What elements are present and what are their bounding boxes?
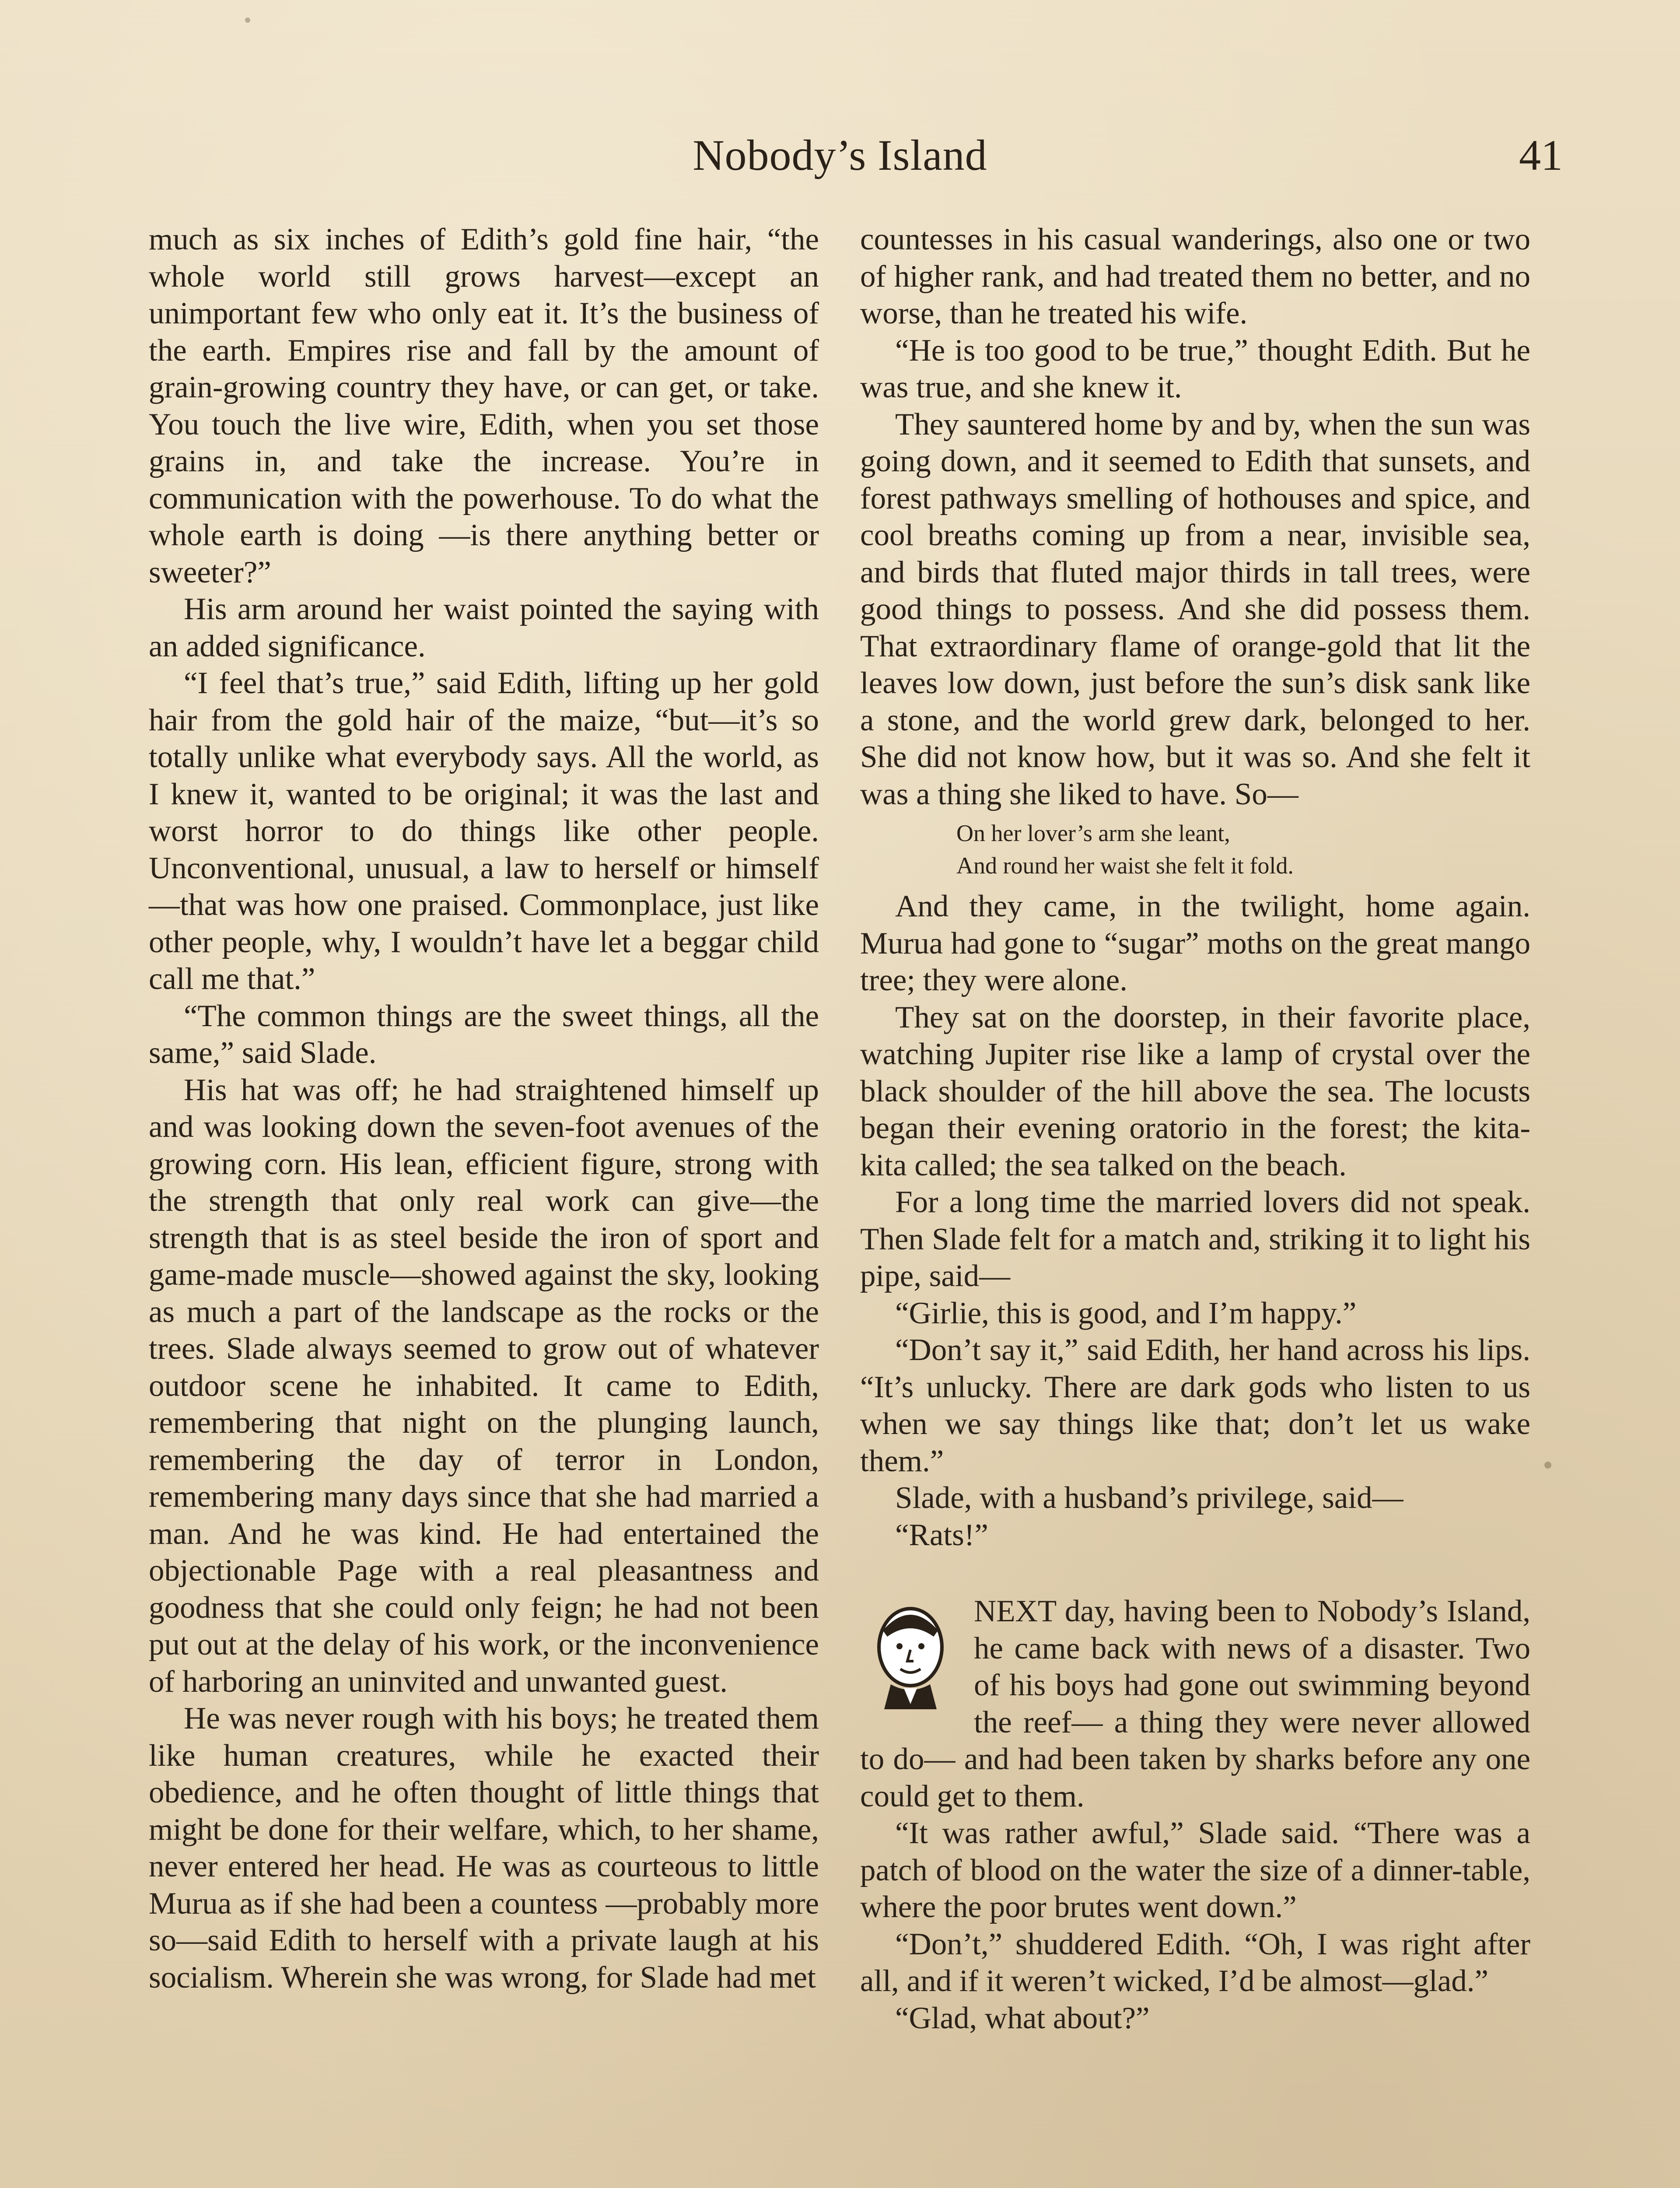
paragraph: They sat on the doorstep, in their favorite place, watching Jupiter rise like a lamp of crystal over the black shoulder of the hill above the sea. The locusts began their evening oratorio in the forest; the kita-kita called; the sea talked on the beach. <box>860 1000 1530 1182</box>
paper-speck <box>1544 1462 1551 1469</box>
paragraph: His arm around her waist pointed the saying with an added significance. <box>149 592 819 663</box>
paper-speck <box>245 18 250 23</box>
paragraph: much as six inches of Edith’s gold fine hair, “the whole world still grows harvest—except an unimportant few who only eat it. It’s the business of the earth. Empires rise and fall by the amount of grain-growing country they have, or can get, or take. You touch the live wire, Edith, when you set those grains in, and take the increase. You’re in communication with the powerhouse. To do what the whole earth is doing —is there anything better or sweeter?” <box>149 222 819 589</box>
man-portrait-vignette-icon <box>860 1595 961 1713</box>
verse-line: On her lover’s arm she leant, <box>956 820 1230 846</box>
section-break <box>860 1553 1530 1593</box>
left-column <box>149 221 819 1996</box>
paragraph: “I feel that’s true,” said Edith, lifting up her gold hair from the gold hair of the maize, “but—it’s so totally unlike what everybody says. All the world, as I knew it, wanted to be original; it was the last and worst horror to do things like other people. Unconventional, unusual, a law to herself or himself—that was how one praised. Commonplace, just like other people, why, I wouldn’t have let a beggar child call me that.” <box>149 666 819 996</box>
verse-line: And round her waist she felt it fold. <box>956 852 1294 879</box>
paragraph: Slade, with a husband’s privilege, said— <box>895 1481 1404 1515</box>
section-opening <box>860 1593 1530 1815</box>
paragraph: His hat was off; he had straightened himself up and was looking down the seven-foot avenues of the growing corn. His lean, efficient figure, strong with the strength that only real work can give—the strength that is as steel beside the iron of sport and game-made muscle—showed against the sky, looking as much a part of the landscape as the rocks or the trees. Slade always seemed to grow out of whatever outdoor scene he inhabited. It came to Edith, remembering that night on the plunging launch, remembering the day of terror in London, remembering many days since that she had married a man. And he was kind. He had entertained the objectionable Page with a real pleasantness and goodness that she could only feign; he had not been put out at the delay of his work, or the inconvenience of harboring an uninvited and unwanted guest. <box>149 1073 819 1699</box>
paragraph: “Rats!” <box>895 1518 988 1552</box>
paragraph: “He is too good to be true,” thought Edith. But he was true, and she knew it. <box>860 333 1530 404</box>
page-header <box>0 127 1680 193</box>
paragraph: “The common things are the sweet things, all the same,” said Slade. <box>149 999 819 1070</box>
paragraph: They sauntered home by and by, when the sun was going down, and it seemed to Edith that sunsets, and forest pathways smelling of hothouses and spice, and cool breaths coming up from a near, invisible sea, and birds that fluted major thirds in tall trees, were good things to possess. And she did possess them. That extraordinary flame of orange-gold that lit the leaves low down, just before the sun’s disk sank like a stone, and the world grew dark, belonged to her. She did not know how, but it was so. And she felt it was a thing she liked to have. So— <box>860 407 1530 811</box>
paragraph: “It was rather awful,” Slade said. “There was a patch of blood on the water the size of a dinner-table, where the poor brutes went down.” <box>860 1816 1530 1924</box>
paragraph: For a long time the married lovers did not speak. Then Slade felt for a match and, striking it to light his pipe, said— <box>860 1185 1530 1293</box>
paragraph: countesses in his casual wanderings, also one or two of higher rank, and had treated them no better, and no worse, than he treated his wife. <box>860 222 1530 330</box>
verse-quote <box>860 817 1530 882</box>
paragraph: NEXT day, having been to Nobody’s Island, he came back with news of a disaster. Two of his boys had gone out swimming beyond the reef— a thing they were never allowed to do— and had been taken by sharks before any one could get to them. <box>860 1594 1530 1813</box>
right-column <box>860 221 1530 2037</box>
running-title: Nobody’s Island <box>693 131 987 179</box>
paragraph: “Glad, what about?” <box>895 2001 1150 2035</box>
paragraph: “Don’t,” shuddered Edith. “Oh, I was right after all, and if it weren’t wicked, I’d be almost—glad.” <box>860 1927 1530 1998</box>
paragraph: “Girlie, this is good, and I’m happy.” <box>895 1296 1357 1330</box>
paragraph: “Don’t say it,” said Edith, her hand across his lips. “It’s unlucky. There are dark gods who listen to us when we say things like that; don’t let us wake them.” <box>860 1333 1530 1478</box>
page-number: 41 <box>1519 131 1563 179</box>
paragraph: He was never rough with his boys; he treated them like human creatures, while he exacted their obedience, and he often thought of little things that might be done for their welfare, which, to her shame, never entered her head. He was as courteous to little Murua as if she had been a countess —probably more so—said Edith to herself with a private laugh at his socialism. Wherein she was wrong, for Slade had met <box>149 1701 819 1995</box>
paragraph: And they came, in the twilight, home again. Murua had gone to “sugar” moths on the great mango tree; they were alone. <box>860 889 1530 997</box>
